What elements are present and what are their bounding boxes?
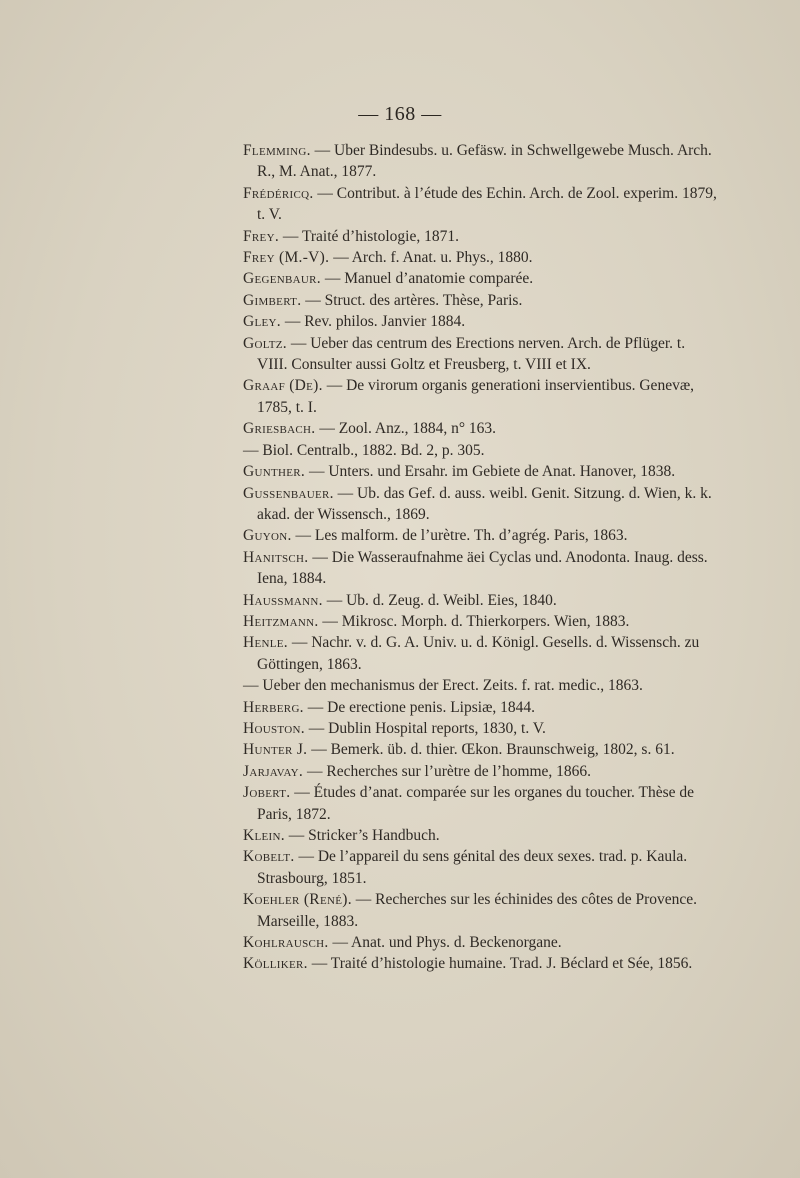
entry-author: Koehler (René). bbox=[243, 891, 352, 909]
entry-author: Frédéricq. bbox=[243, 184, 314, 202]
entry-author: Klein. bbox=[243, 827, 285, 844]
bibliography-entry bbox=[243, 718, 718, 739]
entry-author: Houston. bbox=[243, 719, 305, 737]
entry-text: — Études d’anat. comparée sur les organes du toucher. Thèse de Paris, 1872. bbox=[257, 784, 694, 823]
entry-text: — Zool. Anz., 1884, n° 163. bbox=[315, 420, 497, 438]
entry-text: — Nachr. v. d. G. A. Univ. u. d. Königl. Gesells. d. Wissensch. zu Göttingen, 1863. bbox=[257, 634, 700, 673]
entry-text: — Traité d’histologie, 1871. bbox=[279, 227, 459, 245]
bibliography-entry bbox=[243, 675, 718, 696]
bibliography-entry bbox=[243, 590, 718, 611]
entry-text: — De l’appareil du sens génital des deux sexes. trad. p. Kaula. Strasbourg, 1851. bbox=[257, 848, 688, 887]
entry-text: — Recherches sur les échinides des côtes de Provence. Marseille, 1883. bbox=[257, 891, 698, 930]
entry-author: Henle. bbox=[243, 634, 288, 652]
entry-author: Hunter J. bbox=[243, 741, 308, 759]
bibliography-entry bbox=[243, 290, 718, 311]
bibliography-entry bbox=[243, 697, 718, 718]
entry-author: Kölliker. bbox=[243, 955, 308, 973]
entry-author: Kohlrausch. bbox=[243, 934, 329, 952]
entry-author: Griesbach. bbox=[243, 420, 316, 438]
entry-author: Herberg. bbox=[243, 698, 304, 716]
entry-text: — Ueber den mechanismus der Erect. Zeits. f. rat. medic., 1863. bbox=[243, 677, 643, 695]
entry-author: Gunther. bbox=[243, 463, 306, 481]
entry-text: — Ub. das Gef. d. auss. weibl. Genit. Sitzung. d. Wien, k. k. akad. der Wissensch., 1869. bbox=[257, 484, 712, 523]
entry-text: — Die Wasseraufnahme äei Cyclas und. Anodonta. Inaug. dess. Iena, 1884. bbox=[257, 548, 708, 588]
entry-text: — Recherches sur l’urètre de l’homme, 1866. bbox=[303, 762, 592, 780]
bibliography-entry bbox=[243, 140, 718, 183]
bibliography-entry bbox=[243, 183, 718, 226]
bibliography-entry bbox=[243, 889, 718, 932]
entry-author: Gussenbauer. bbox=[243, 484, 334, 502]
entry-text: — Manuel d’anatomie comparée. bbox=[320, 270, 534, 288]
entry-text: — Struct. des artères. Thèse, Paris. bbox=[301, 291, 523, 309]
entry-text: — Contribut. à l’étude des Echin. Arch. de Zool. experim. 1879, t. V. bbox=[257, 184, 717, 224]
entry-text: — Les malform. de l’urètre. Th. d’agrég. Paris, 1863. bbox=[291, 527, 628, 545]
entry-text: — Stricker’s Handbuch. bbox=[284, 827, 440, 844]
bibliography-entry bbox=[243, 333, 718, 376]
entry-text: — Unters. und Ersahr. im Gebiete de Anat. Hanover, 1838. bbox=[305, 463, 676, 481]
bibliography-entry bbox=[243, 461, 718, 482]
bibliography-entry bbox=[243, 311, 718, 332]
bibliography-entry bbox=[243, 825, 718, 846]
bibliography-entry bbox=[243, 268, 718, 289]
bibliography-entry bbox=[243, 782, 718, 825]
bibliography-entry bbox=[243, 739, 718, 760]
entry-author: Graaf (De). bbox=[243, 377, 323, 395]
entry-author: Jarjavay. bbox=[243, 762, 304, 780]
entry-author: Gimbert. bbox=[243, 291, 302, 309]
bibliography-entry bbox=[243, 761, 718, 782]
bibliography-entry bbox=[243, 418, 718, 439]
entry-text: — Ueber das centrum des Erections nerven. Arch. de Pflüger. t. VIII. Consulter aussi Goltz et Freusberg, t. VIII et IX. bbox=[257, 334, 686, 374]
entry-author: Heitzmann. bbox=[243, 612, 319, 630]
entry-author: Kobelt. bbox=[243, 848, 295, 866]
bibliography-entry bbox=[243, 375, 718, 418]
bibliography-entry bbox=[243, 483, 718, 526]
bibliography-entry bbox=[243, 846, 718, 889]
entry-text: — De virorum organis generationi inservientibus. Genevæ, 1785, t. I. bbox=[257, 377, 695, 416]
entry-author: Guyon. bbox=[243, 527, 292, 545]
entry-text: — Biol. Centralb., 1882. Bd. 2, p. 305. bbox=[243, 441, 485, 459]
entry-author: Hanitsch. bbox=[243, 548, 309, 566]
entry-text: — Traité d’histologie humaine. Trad. J. Béclard et Sée, 1856. bbox=[307, 955, 693, 973]
entry-text: — De erectione penis. Lipsiæ, 1844. bbox=[303, 698, 536, 716]
entry-text: — Dublin Hospital reports, 1830, t. V. bbox=[304, 719, 546, 737]
bibliography-list bbox=[243, 140, 718, 975]
entry-text: — Rev. philos. Janvier 1884. bbox=[280, 313, 466, 331]
entry-author: Flemming. bbox=[243, 142, 311, 159]
entry-text: — Bemerk. üb. d. thier. Œkon. Braunschweig, 1802, s. 61. bbox=[307, 741, 675, 759]
entry-text: — Mikrosc. Morph. d. Thierkorpers. Wien, 1883. bbox=[318, 612, 630, 630]
entry-author: Gegenbaur. bbox=[243, 270, 321, 288]
entry-text: — Arch. f. Anat. u. Phys., 1880. bbox=[329, 249, 533, 267]
entry-text: — Uber Bindesubs. u. Gefäsw. in Schwellgewebe Musch. Arch. R., M. Anat., 1877. bbox=[257, 142, 712, 181]
entry-author: Goltz. bbox=[243, 334, 287, 352]
bibliography-entry bbox=[243, 525, 718, 546]
entry-text: — Ub. d. Zeug. d. Weibl. Eies, 1840. bbox=[322, 591, 557, 609]
bibliography-entry bbox=[243, 440, 718, 461]
entry-author: Frey. bbox=[243, 227, 279, 245]
bibliography-entry bbox=[243, 953, 718, 974]
entry-text: — Anat. und Phys. d. Beckenorgane. bbox=[328, 934, 562, 952]
bibliography-entry bbox=[243, 547, 718, 590]
bibliography-entry bbox=[243, 247, 718, 268]
entry-author: Frey (M.-V). bbox=[243, 249, 330, 267]
entry-author: Haussmann. bbox=[243, 591, 323, 609]
bibliography-entry bbox=[243, 611, 718, 632]
page-number: — 168 — bbox=[358, 103, 442, 125]
entry-author: Gley. bbox=[243, 313, 281, 331]
bibliography-entry bbox=[243, 932, 718, 953]
entry-author: Jobert. bbox=[243, 784, 291, 802]
bibliography-entry bbox=[243, 632, 718, 675]
bibliography-entry bbox=[243, 226, 718, 247]
